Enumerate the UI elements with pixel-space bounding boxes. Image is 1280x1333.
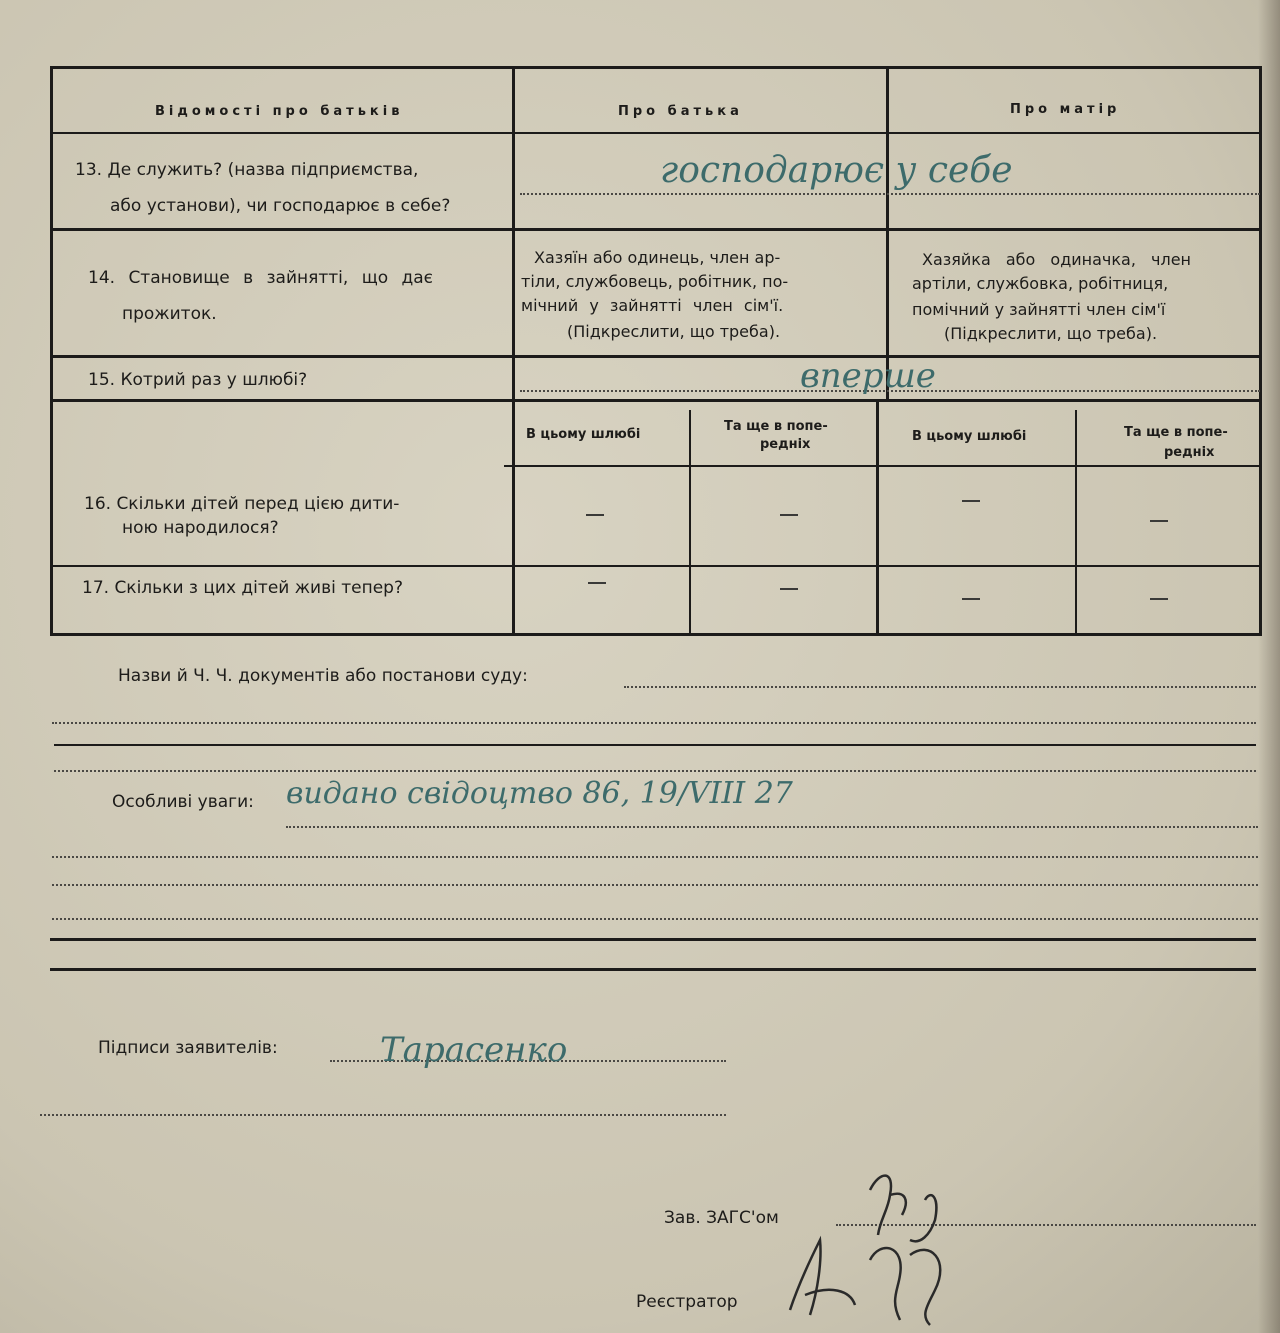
notes-handwriting: видано свідоцтво 86, 19/VIII 27	[286, 776, 793, 811]
row13-answer-handwriting: господарює у себе	[660, 150, 1013, 191]
row17-father-this-dash	[588, 582, 606, 584]
row17-father-prev-dash	[780, 588, 798, 590]
table-hline-14	[50, 355, 1262, 358]
row14-mother-line1: Хазяйка або одиначка, член	[922, 250, 1191, 269]
table-vline-3	[689, 410, 691, 636]
row14-question-line2: прожиток.	[122, 304, 217, 324]
documents-line-1	[624, 686, 1256, 688]
parents-info-table	[50, 66, 1262, 636]
table-hline-16	[50, 565, 1262, 567]
row15-answer-handwriting: вперше	[800, 356, 936, 396]
sub-mother-previous-line1: Та ще в попе-	[1124, 425, 1228, 440]
applicants-signature-handwriting: Тарасенко	[380, 1030, 568, 1070]
registrar-signature	[760, 1220, 980, 1330]
sub-father-this-marriage: В цьому шлюбі	[526, 427, 641, 442]
table-vline-2	[886, 66, 889, 401]
row16-father-prev-dash	[780, 514, 798, 516]
row14-question-line1: 14. Становище в зайнятті, що дає	[88, 268, 434, 288]
notes-line-1	[286, 826, 1258, 828]
documents-label: Назви й Ч. Ч. документів або постанови суду:	[118, 666, 528, 686]
row14-mother-line3: помічний у зайнятті член сім'ї	[912, 300, 1166, 319]
row17-mother-prev-dash	[1150, 598, 1168, 600]
row14-father-line4: (Підкреслити, що треба).	[567, 322, 781, 341]
notes-separator-2	[50, 968, 1256, 971]
table-hline-15	[50, 399, 1262, 402]
table-vline-1	[512, 66, 515, 636]
table-hline-header	[50, 132, 1262, 134]
row13-answer-line	[520, 193, 1260, 195]
row14-mother-line2: артіли, службовка, робітниця,	[912, 274, 1169, 293]
notes-separator-1	[50, 938, 1256, 941]
row16-question-line1: 16. Скільки дітей перед цією дити-	[84, 494, 400, 514]
row15-question: 15. Котрий раз у шлюбі?	[88, 370, 308, 390]
notes-line-4	[52, 918, 1258, 920]
row13-question-line2: або установи), чи господарює в себе?	[110, 196, 451, 216]
table-hline-sub	[504, 465, 1262, 467]
row17-mother-this-dash	[962, 598, 980, 600]
row13-question-line1: 13. Де служить? (назва підприємства,	[75, 160, 419, 180]
row16-father-this-dash	[586, 514, 604, 516]
header-mother: Про матір	[1010, 102, 1121, 117]
sub-father-previous-line1: Та ще в попе-	[724, 419, 828, 434]
table-vline-2b	[876, 401, 879, 636]
sub-father-previous-line2: редніх	[760, 437, 811, 452]
sub-mother-previous-line2: редніх	[1164, 445, 1215, 460]
header-parents-info: Відомості про батьків	[155, 104, 404, 119]
registrar-label: Реєстратор	[636, 1292, 738, 1312]
row17-question: 17. Скільки з цих дітей живі тепер?	[82, 578, 403, 598]
notes-label: Особливі уваги:	[112, 792, 254, 812]
documents-line-2	[52, 722, 1256, 724]
row16-mother-this-dash	[962, 500, 980, 502]
row14-father-line2: тіли, службовець, робітник, по-	[521, 272, 789, 291]
sub-mother-this-marriage: В цьому шлюбі	[912, 429, 1027, 444]
row14-father-line1: Хазяїн або одинець, член ар-	[534, 248, 781, 267]
row14-father-line3: мічний у зайнятті член сім'ї.	[521, 296, 784, 315]
row16-mother-prev-dash	[1150, 520, 1168, 522]
notes-line-3	[52, 884, 1258, 886]
applicants-signature-line-2	[40, 1114, 726, 1116]
table-hline-13	[50, 228, 1262, 231]
header-father: Про батька	[618, 104, 743, 119]
row14-mother-line4: (Підкреслити, що треба).	[944, 324, 1158, 343]
table-vline-4	[1075, 410, 1077, 636]
documents-line-3	[54, 770, 1256, 772]
notes-line-2	[52, 856, 1258, 858]
zags-head-label: Зав. ЗАГС'ом	[664, 1208, 779, 1228]
row16-question-line2: ною народилося?	[122, 518, 279, 538]
documents-separator	[54, 744, 1256, 746]
applicants-signature-label: Підписи заявителів:	[98, 1038, 278, 1058]
